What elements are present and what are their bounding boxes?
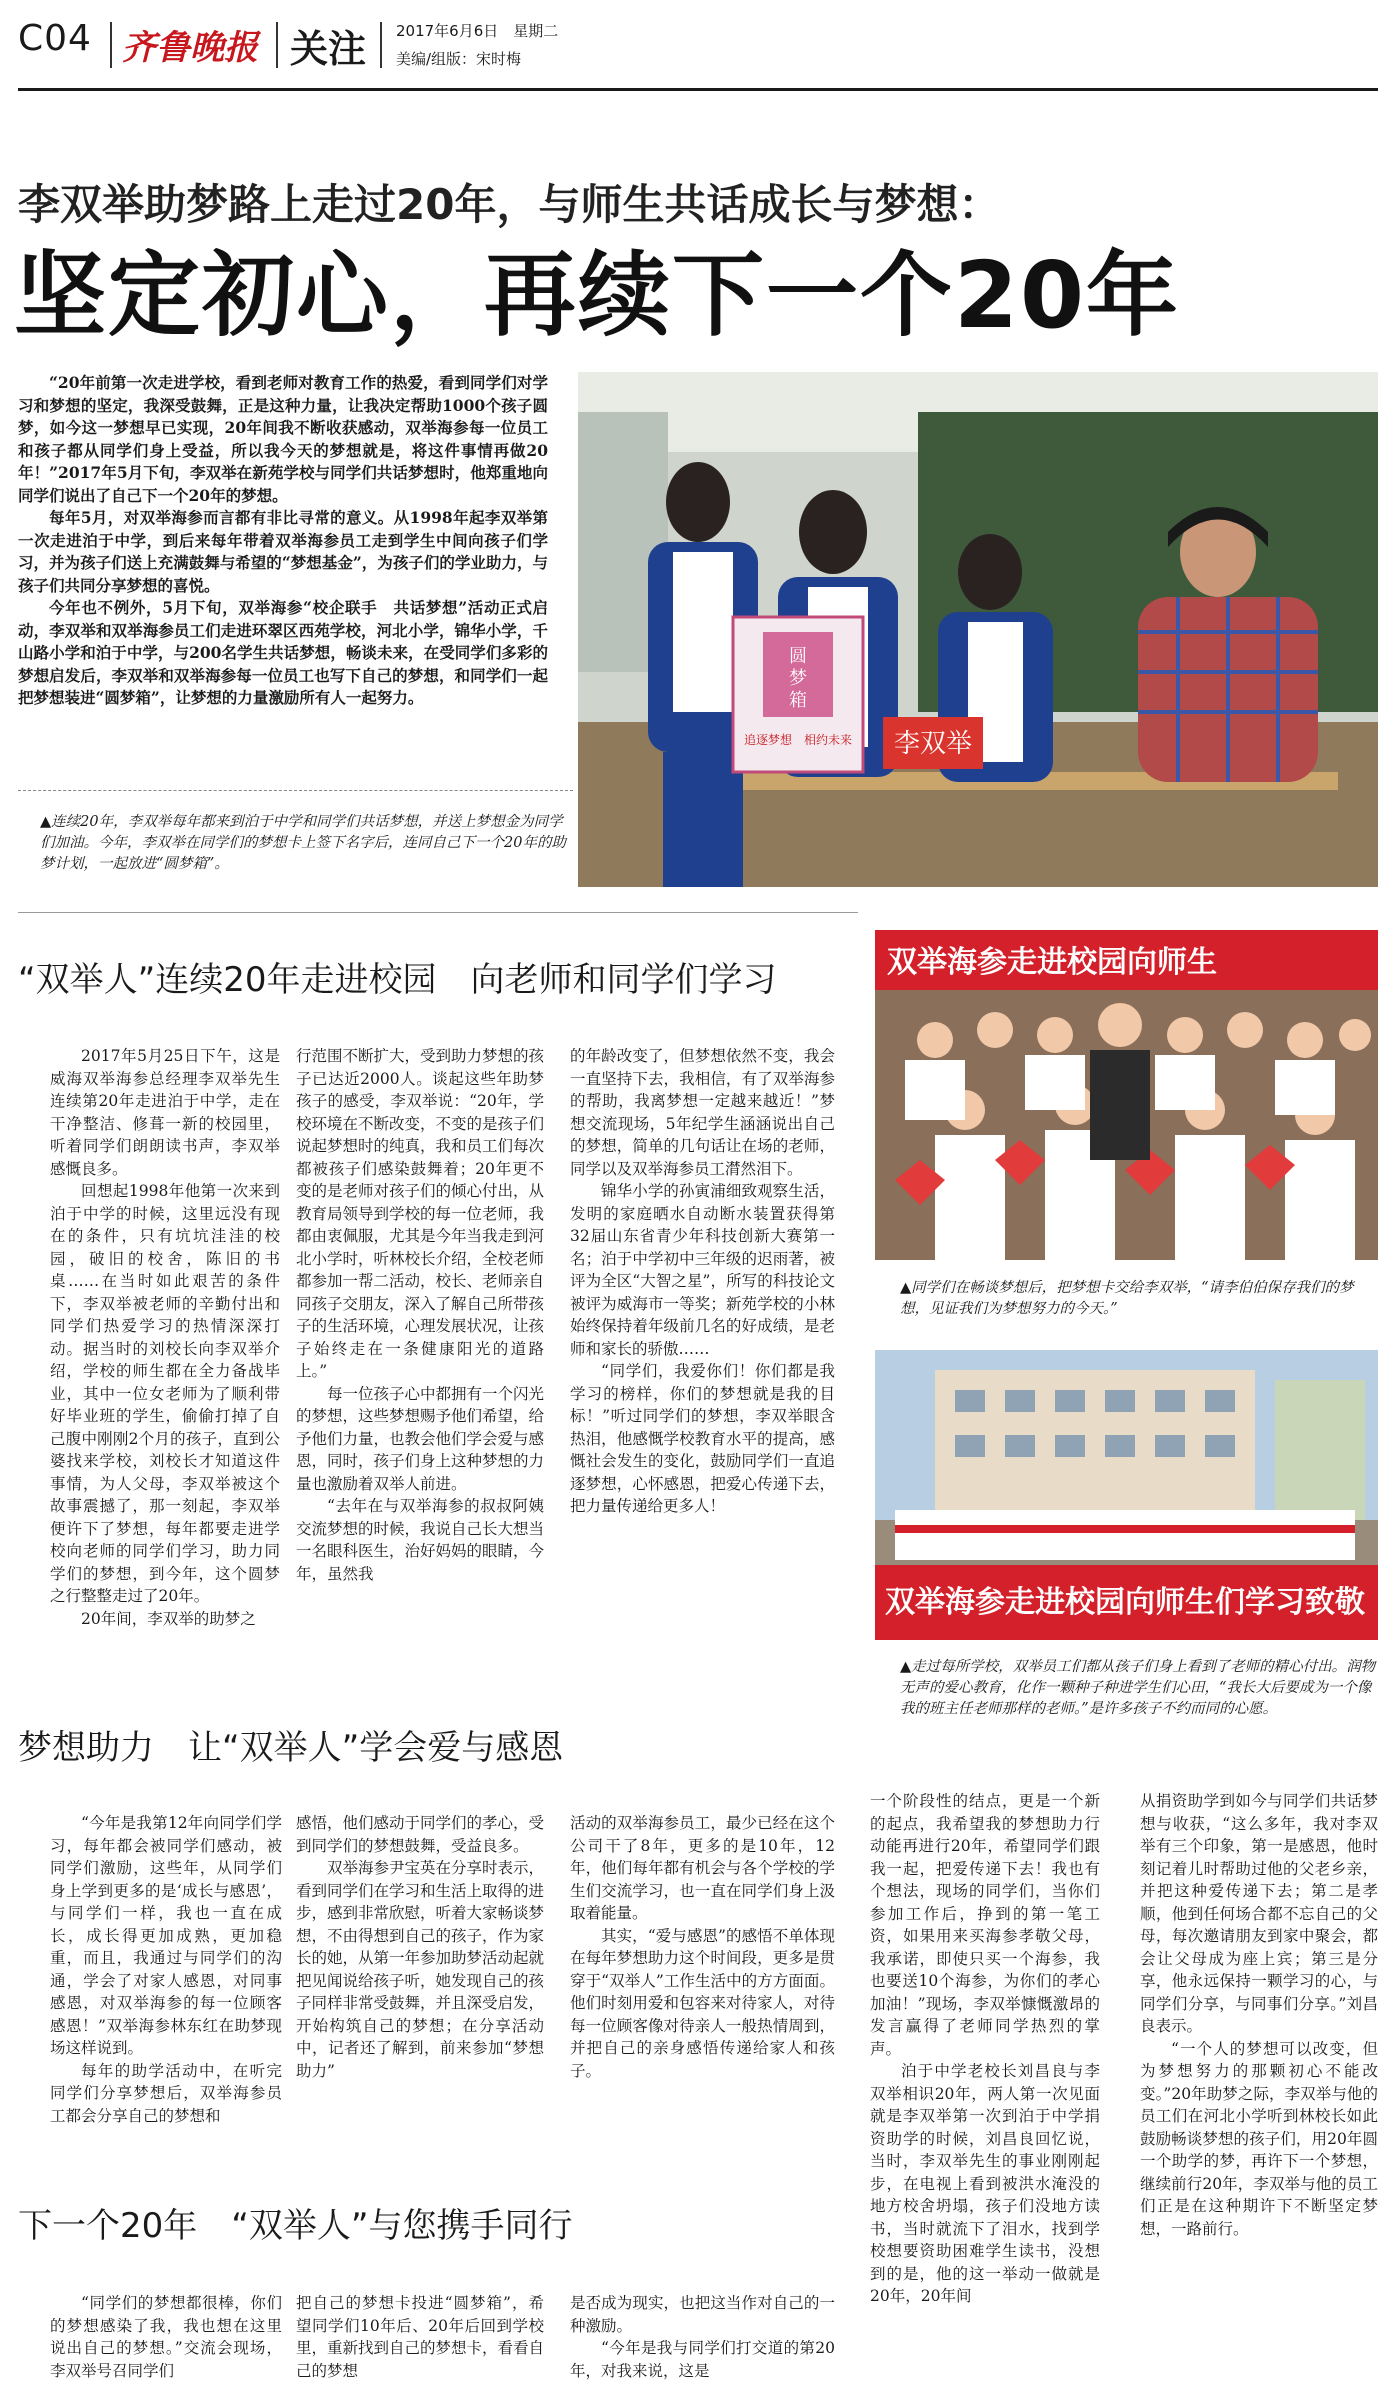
masthead — [18, 14, 1378, 74]
paragraph: 活动的双举海参员工，最少已经在这个公司干了8年，更多的是10年，12年，他们每年都有机会与各个学校的学生们交流学习，也一直在同学们身上汲取着能量。 — [570, 1814, 835, 1922]
divider — [18, 912, 858, 913]
divider — [18, 790, 573, 791]
box-label: 梦 — [789, 668, 807, 689]
paragraph: “今年是我第12年向同学们学习，每年都会被同学们感动，被同学们激励，这些年，从同学们身上学到更多的是‘成长与感恩’，与同学们一样，我也一直在成长，成长得更加成熟，更加稳重，而且，我通过与同学们的沟通，学会了对家人感恩，对同事感恩，对双举海参的每一位顾客感恩！”双举海参林东红在助梦现场这样说到。 — [50, 1814, 282, 2057]
editor-credit: 美编/组版：宋时梅 — [396, 50, 522, 68]
banner-text: 双举海参走进校园向师生 — [887, 945, 1217, 980]
subtitle: 李双举助梦路上走过20年，与师生共话成长与梦想： — [18, 180, 1001, 229]
page-number: C04 — [18, 18, 92, 59]
paragraph: 每年的助学活动中，在听完同学们分享梦想后，双举海参员工都会分享自己的梦想和 — [50, 2061, 282, 2125]
section-heading: “双举人”连续20年走进校园 向老师和同学们学习 — [18, 960, 777, 1000]
divider — [380, 22, 382, 68]
intro-paragraph: 每年5月，对双举海参而言都有非比寻常的意义。从1998年起李双举第一次走进泊于中学，到后来每年带着双举海参员工走到学生中间向孩子们学习，并为孩子们送上充满鼓舞与希望的“梦想基金”，为孩子们的学业助力，与孩子们共同分享梦想的喜悦。 — [18, 508, 548, 595]
paragraph: “去年在与双举海参的叔叔阿姨交流梦想的时候，我说自己长大想当一名眼科医生，治好妈妈的眼睛，今年，虽然我 — [296, 1497, 545, 1583]
article-column — [570, 1812, 835, 2102]
intro-text — [18, 372, 548, 782]
paragraph: 泊于中学老校长刘昌良与李双举相识20年，两人第一次见面就是李双举第一次到泊于中学捐资助学的时候，刘昌良回忆说，当时，李双举先生的事业刚刚起步，在电视上看到被洪水淹没的地方校舍坍塌，孩子们没地方读书，当时就流下了泪水，找到学校想要资助困难学生读书，没想到的是，他的这一举动一做就是20年，20年间 — [870, 2062, 1100, 2305]
paragraph: 感悟，他们感动于同学们的孝心，受到同学们的梦想鼓舞，受益良多。 — [296, 1814, 545, 1855]
paragraph: 其实，“爱与感恩”的感悟不单体现在每年梦想助力这个时间段，更多是贯穿于“双举人”工作生活中的方方面面。他们时刻用爱和包容来对待家人，对待每一位顾客像对待亲人一般热情周到，并把自己的亲身感悟传递给家人和孩子。 — [570, 1926, 835, 2080]
box-slogan: 追逐梦想 相约未来 — [743, 733, 853, 747]
article-column — [50, 1812, 282, 2125]
article-column — [296, 1045, 544, 1685]
paragraph: “一个人的梦想可以改变，但为梦想努力的那颗初心不能改变。”20年助梦之际，李双举与他的员工们在河北小学听到林校长如此鼓励畅谈梦想的孩子们，用20年圆一个助学的梦，再许下一个梦想，继续前行20年，李双举与他的员工们正是在这种期许下不断坚定梦想，一路前行。 — [1140, 2039, 1378, 2238]
article-column — [570, 1045, 835, 1685]
paragraph: 2017年5月25日下午，这是威海双举海参总经理李双举先生连续第20年走进泊于中学，走在干净整洁、修葺一新的校园里，听着同学们朗朗读书声，李双举感慨良多。 — [50, 1047, 280, 1178]
article-column — [50, 2292, 282, 2392]
paragraph: 回想起1998年他第一次来到泊于中学的时候，这里远没有现在的条件，只有坑坑洼洼的校园，破旧的校舍，陈旧的书桌……在当时如此艰苦的条件下，李双举被老师的辛勤付出和同学们热爱学习的热情深深打动。据当时的刘校长向李双举介绍，学校的师生都在全力备战毕业，其中一位女老师为了顺利带好毕业班的学生，偷偷打掉了自己腹中刚刚2个月的孩子，直到公婆找来学校，刘校长才知道这件事情，为人父母，李双举被这个故事震撼了，那一刻起，李双举便许下了梦想，每年都要走进学校向老师的同学们学习，助力同学们的梦想，到今年，这个圆梦之行整整走过了20年。 — [50, 1182, 280, 1605]
name-card: 李双举 — [893, 729, 973, 759]
paragraph: 20年间，李双举的助梦之 — [81, 1609, 256, 1628]
paragraph: 每一位孩子心中都拥有一个闪光的梦想，这些梦想赐予他们希望，给予他们力量，也教会他们学会爱与感恩，同时，孩子们身上这种梦想的力量也激励着双举人前进。 — [296, 1384, 545, 1493]
article-column — [296, 1812, 544, 2102]
paragraph: 双举海参尹宝英在分享时表示，看到同学们在学习和生活上取得的进步，感到非常欣慰，听着大家畅谈梦想，不由得想到自己的孩子，作为家长的她，从第一年参加助梦活动起就把见闻说给孩子听，她发现自己的孩子同样非常受鼓舞，并且深受启发，开始构筑自己的梦想；在分享活动中，记者还了解到，前来参加“梦想助力” — [296, 1859, 545, 2080]
paragraph: 是否成为现实，也把这当作对自己的一种激励。 — [570, 2294, 835, 2335]
photo-students-cards — [875, 930, 1378, 1260]
paragraph: “同学们的梦想都很棒，你们的梦想感染了我，我也想在这里说出自己的梦想。”交流会现场，李双举号召同学们 — [50, 2294, 282, 2380]
paper-logo: 齐鲁晚报 — [122, 28, 258, 68]
section-heading: 下一个20年 “双举人”与您携手同行 — [18, 2206, 573, 2246]
paragraph: “同学们，我爱你们！你们都是我学习的榜样，你们的梦想就是我的目标！”听过同学们的梦想，李双举眼含热泪，他感慨学校教育水平的提高，感慨社会发生的变化，鼓励同学们一直追逐梦想，心怀感恩，把爱心传递下去，把力量传递给更多人！ — [570, 1362, 835, 1515]
banner-text: 双举海参走进校园向师生们学习致敬 — [885, 1585, 1365, 1620]
issue-date: 2017年6月6日 星期二 — [396, 22, 559, 40]
article-column — [50, 1045, 280, 1685]
divider — [110, 22, 112, 68]
section-name: 关注 — [290, 27, 367, 71]
article-column — [870, 1790, 1100, 2390]
photo-dream-box — [578, 372, 1378, 887]
headline: 坚定初心，再续下一个20年 — [14, 242, 1181, 349]
paragraph: 从捐资助学到如今与同学们共话梦想与收获，“这么多年，我对李双举有三个印象，第一是感恩，他时刻记着儿时帮助过他的父老乡亲，并把这种爱传递下去；第二是孝顺，他到任何场合都不忘自己的父母，每次邀请朋友到家中聚会，都会让父母成为座上宾；第三是分享，他永远保持一颗学习的心，与同学们分享，与同事们分享。”刘昌良表示。 — [1140, 1792, 1378, 2035]
masthead-rule — [18, 88, 1378, 91]
box-label: 圆 — [789, 646, 807, 667]
photo-caption: ▲走过每所学校，双举员工们都从孩子们身上看到了老师的精心付出。润物无声的爱心教育，化作一颗种子种进学生们心田，“我长大后要成为一个像我的班主任老师那样的老师。”是许多孩子不约而同的心愿。 — [900, 1659, 1376, 1717]
paragraph: 把自己的梦想卡投进“圆梦箱”，希望同学们10年后、20年后回到学校里，重新找到自己的梦想卡，看看自己的梦想 — [296, 2294, 545, 2380]
photo-caption: ▲连续20年，李双举每年都来到泊于中学和同学们共话梦想，并送上梦想金为同学们加油。今年，李双举在同学们的梦想卡上签下名字后，连同自己下一个20年的助梦计划，一起放进“圆梦箱”。 — [40, 814, 566, 872]
paragraph: “今年是我与同学们打交道的第20年，对我来说，这是 — [570, 2339, 835, 2380]
paragraph: 一个阶段性的结点，更是一个新的起点，我希望我的梦想助力行动能再进行20年，希望同学们跟我一起，把爱传递下去！我也有个想法，现场的同学们，当你们参加工作后，挣到的第一笔工资，如果用来买海参孝敬父母，我承诺，即使只买一个海参，我也要送10个海参，为你们的孝心加油！”现场，李双举慷慨激昂的发言赢得了老师同学热烈的掌声。 — [870, 1792, 1100, 2058]
paragraph: 锦华小学的孙寅浦细致观察生活，发明的家庭晒水自动断水装置获得第32届山东省青少年科技创新大赛第一名；泊于中学初中三年级的迟雨著，被评为全区“大智之星”，所写的科技论文被评为威海市一等奖；新苑学校的小林始终保持着年级前几名的好成绩，是老师和家长的骄傲…… — [570, 1182, 835, 1358]
section-heading: 梦想助力 让“双举人”学会爱与感恩 — [18, 1728, 564, 1768]
intro-lead: “20年前第一次走进学校，看到老师对教育工作的热爱，看到同学们对学习和梦想的坚定，我深受鼓舞，正是这种力量，让我决定帮助1000个孩子圆梦，如今这一梦想早已实现，20年间我不断收获感动，双举海参每一位员工和孩子都从同学们身上受益，所以我今天的梦想就是，将这件事情再做20年！”2017年5月下旬，李双举在新苑学校与同学们共话梦想时，他郑重地向同学们说出了自己下一个20年的梦想。 — [18, 373, 548, 505]
article-column — [570, 2292, 835, 2392]
photo-group — [875, 1350, 1378, 1640]
intro-paragraph: 今年也不例外，5月下旬，双举海参“校企联手 共话梦想”活动正式启动，李双举和双举海参员工们走进环翠区西苑学校，河北小学，锦华小学，千山路小学和泊于中学，与200名学生共话梦想，畅谈未来，在受同学们多彩的梦想启发后，李双举和双举海参每一位员工也写下自己的梦想，和同学们一起把梦想装进“圆梦箱”，让梦想的力量激励所有人一起努力。 — [18, 598, 548, 707]
article-column — [296, 2292, 544, 2392]
article-column — [1140, 1790, 1378, 2390]
divider — [276, 22, 278, 68]
photo-caption: ▲同学们在畅谈梦想后，把梦想卡交给李双举，“请李伯伯保存我们的梦想，见证我们为梦想努力的今天。” — [900, 1280, 1354, 1317]
box-label: 箱 — [789, 690, 807, 711]
paragraph: 行范围不断扩大，受到助力梦想的孩子已达近2000人。谈起这些年助梦孩子的感受，李双举说：“20年，学校环境在不断改变，不变的是孩子们说起梦想时的纯真，我和员工们每次都被孩子们感染鼓舞着；20年更不变的是老师对孩子们的倾心付出，从教育局领导到学校的每一位老师，我都由衷佩服，尤其是今年当我走到河北小学时，听林校长介绍，全校老师都参加一帮二活动，校长、老师亲自同孩子交朋友，深入了解自己所带孩子的生活环境，心理发展状况，让孩子始终走在一条健康阳光的道路上。” — [296, 1047, 545, 1380]
paragraph: 的年龄改变了，但梦想依然不变，我会一直坚持下去，我相信，有了双举海参的帮助，我离梦想一定越来越近！”梦想交流现场，5年纪学生涵涵说出自己的梦想，简单的几句话让在场的老师，同学以及双举海参员工潸然泪下。 — [570, 1047, 835, 1178]
